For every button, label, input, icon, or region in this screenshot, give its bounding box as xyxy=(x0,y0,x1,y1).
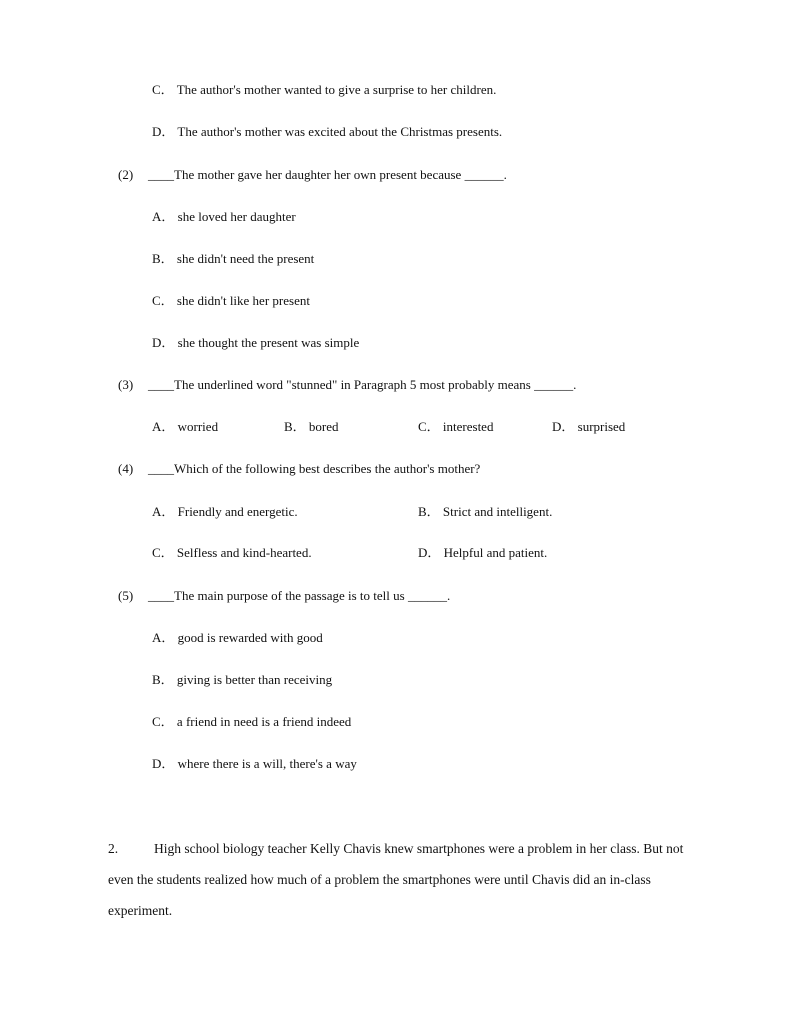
option-text: Friendly and energetic. xyxy=(177,504,298,519)
option-text: bored xyxy=(308,419,339,434)
question-stem: ____Which of the following best describes the author's mother? xyxy=(148,461,481,476)
option-c xyxy=(152,82,496,98)
passage-2 xyxy=(108,833,704,926)
option-letter: D． xyxy=(552,419,575,434)
option-text: giving is better than receiving xyxy=(176,672,333,687)
option-letter: D． xyxy=(152,335,175,350)
option-text: worried xyxy=(177,419,219,434)
option-a xyxy=(152,419,218,435)
question-stem: ____The underlined word "stunned" in Paragraph 5 most probably means ______. xyxy=(148,377,577,392)
option-d xyxy=(418,545,547,561)
option-text: Helpful and patient. xyxy=(443,545,548,560)
option-letter: C． xyxy=(152,545,174,560)
option-text: interested xyxy=(442,419,494,434)
question-stem: ____The main purpose of the passage is to tell us ______. xyxy=(148,588,451,603)
option-text: she didn't need the present xyxy=(176,251,315,266)
option-letter: B． xyxy=(152,251,174,266)
question-number: (5) xyxy=(118,588,134,603)
option-d xyxy=(552,419,625,435)
option-text: The author's mother was excited about the Christmas presents. xyxy=(177,124,503,139)
question-number: (4) xyxy=(118,461,134,476)
option-letter: C． xyxy=(152,82,174,97)
option-d xyxy=(152,756,357,772)
passage-number: 2. xyxy=(108,841,119,856)
question-stem: ____The mother gave her daughter her own present because ______. xyxy=(148,167,507,182)
option-letter: A． xyxy=(152,419,175,434)
option-a xyxy=(152,630,323,646)
option-letter: A． xyxy=(152,630,175,645)
option-letter: C． xyxy=(152,714,174,729)
option-text: Selfless and kind-hearted. xyxy=(176,545,312,560)
passage-text: High school biology teacher Kelly Chavis knew smartphones were a problem in her class. But not even the students realized how much of a problem the smartphones were until Chavis did an in-class experiment. xyxy=(108,841,684,918)
question-number: (2) xyxy=(118,167,134,182)
option-letter: D． xyxy=(152,124,175,139)
option-c xyxy=(152,714,351,730)
option-text: The author's mother wanted to give a surprise to her children. xyxy=(176,82,497,97)
option-letter: A． xyxy=(152,504,175,519)
option-text: Strict and intelligent. xyxy=(442,504,553,519)
option-text: good is rewarded with good xyxy=(177,630,323,645)
option-a xyxy=(152,209,296,225)
option-letter: D． xyxy=(152,756,175,771)
option-text: where there is a will, there's a way xyxy=(177,756,357,771)
option-letter: D． xyxy=(418,545,441,560)
option-letter: C． xyxy=(418,419,440,434)
option-text: she thought the present was simple xyxy=(177,335,360,350)
option-letter: B． xyxy=(152,672,174,687)
option-c xyxy=(152,545,312,561)
option-b xyxy=(152,251,314,267)
option-d xyxy=(152,335,359,351)
option-letter: B． xyxy=(418,504,440,519)
option-text: a friend in need is a friend indeed xyxy=(176,714,352,729)
option-text: she loved her daughter xyxy=(177,209,296,224)
question-number: (3) xyxy=(118,377,134,392)
option-text: surprised xyxy=(577,419,626,434)
option-text: she didn't like her present xyxy=(176,293,310,308)
option-b xyxy=(418,504,552,520)
option-c xyxy=(418,419,493,435)
option-c xyxy=(152,293,310,309)
option-letter: B． xyxy=(284,419,306,434)
option-b xyxy=(152,672,332,688)
option-b xyxy=(284,419,339,435)
option-d xyxy=(152,124,502,140)
option-letter: C． xyxy=(152,293,174,308)
option-letter: A． xyxy=(152,209,175,224)
option-a xyxy=(152,504,298,520)
